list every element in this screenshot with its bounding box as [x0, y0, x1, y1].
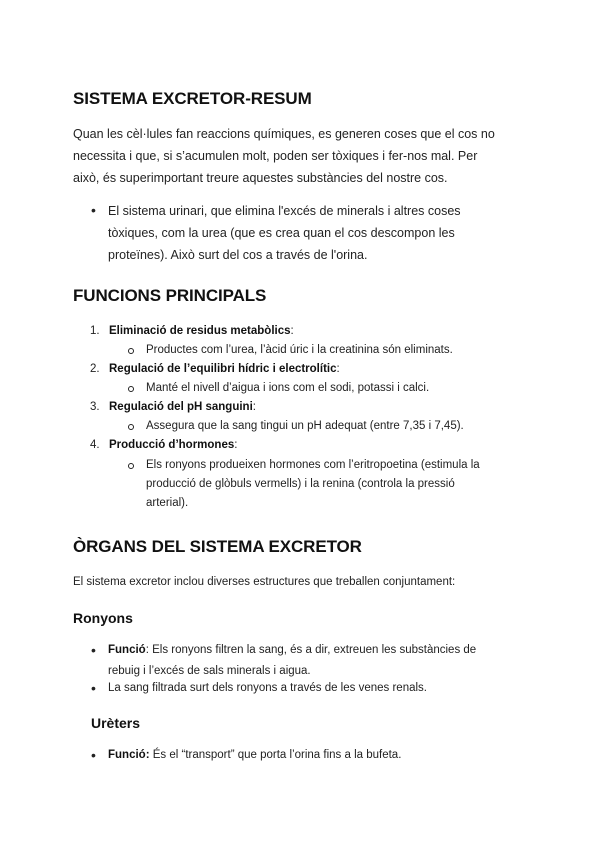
bullet-dot: • — [91, 680, 96, 696]
bullet-dot: • — [91, 747, 96, 763]
organs-heading: ÒRGANS DEL SISTEMA EXCRETOR — [73, 537, 362, 556]
ronyons-bullet-funcio: • Funció: Els ronyons filtren la sang, és a dir, extreuen les substàncies de rebuig i l’excés de sals minerals i aigua. — [91, 642, 477, 677]
item-title: Producció d’hormones — [109, 439, 235, 451]
intro-paragraph — [73, 123, 495, 189]
bullet-dot: • — [91, 202, 96, 218]
circle-bullet — [128, 424, 134, 430]
ureters-bullet-funcio: • Funció: És el “transport” que porta l’orina fins a la bufeta. — [91, 747, 402, 763]
organs-intro: El sistema excretor inclou diverses estructures que treballen conjuntament: — [73, 576, 456, 588]
intro-line: necessita i que, si s’acumulen molt, poden ser tòxiques i fer-nos mal. Per — [73, 149, 478, 163]
list-item: 2. Regulació de l’equilibri hídric i electrolític: — [90, 363, 340, 375]
intro-line: això, és superimportant treure aquestes substàncies del nostre cos. — [73, 171, 448, 185]
sub-item: Productes com l’urea, l’àcid úric i la creatinina són eliminats. — [128, 341, 453, 360]
bullet-urinari: • El sistema urinari, que elimina l'excés de minerals i altres coses tòxiques, com la urea (que es crea quan el cos descompon les proteïnes). Això surt del cos a través de l'orina. — [91, 202, 461, 262]
bullet-dot: • — [91, 642, 96, 658]
sub-item: Manté el nivell d’aigua i ions com el sodi, potassi i calci. — [128, 379, 429, 398]
intro-line: Quan les cèl·lules fan reaccions químiques, es generen coses que el cos no — [73, 127, 495, 141]
list-item: 1. Eliminació de residus metabòlics: — [90, 325, 294, 337]
circle-bullet — [128, 348, 134, 354]
document-title: SISTEMA EXCRETOR-RESUM — [73, 89, 312, 108]
circle-bullet — [128, 386, 134, 392]
sub-item: Els ronyons produeixen hormones com l’eritropoetina (estimula la producció de glòbuls vermells) i la renina (controla la pressió arterial). — [128, 456, 480, 513]
item-title: Regulació de l’equilibri hídric i electrolític — [109, 363, 337, 375]
list-item: 4. Producció d’hormones: — [90, 439, 238, 451]
item-title: Regulació del pH sanguini — [109, 401, 253, 413]
ureters-heading: Urèters — [91, 715, 141, 731]
funcions-heading: FUNCIONS PRINCIPALS — [73, 286, 267, 305]
ronyons-heading: Ronyons — [73, 610, 133, 626]
circle-bullet — [128, 463, 134, 469]
sub-item: Assegura que la sang tingui un pH adequat (entre 7,35 i 7,45). — [128, 417, 464, 436]
ronyons-bullet-sang: • La sang filtrada surt dels ronyons a través de les venes renals. — [91, 680, 427, 696]
list-item: 3. Regulació del pH sanguini: — [90, 401, 256, 413]
item-title: Eliminació de residus metabòlics — [109, 325, 291, 337]
